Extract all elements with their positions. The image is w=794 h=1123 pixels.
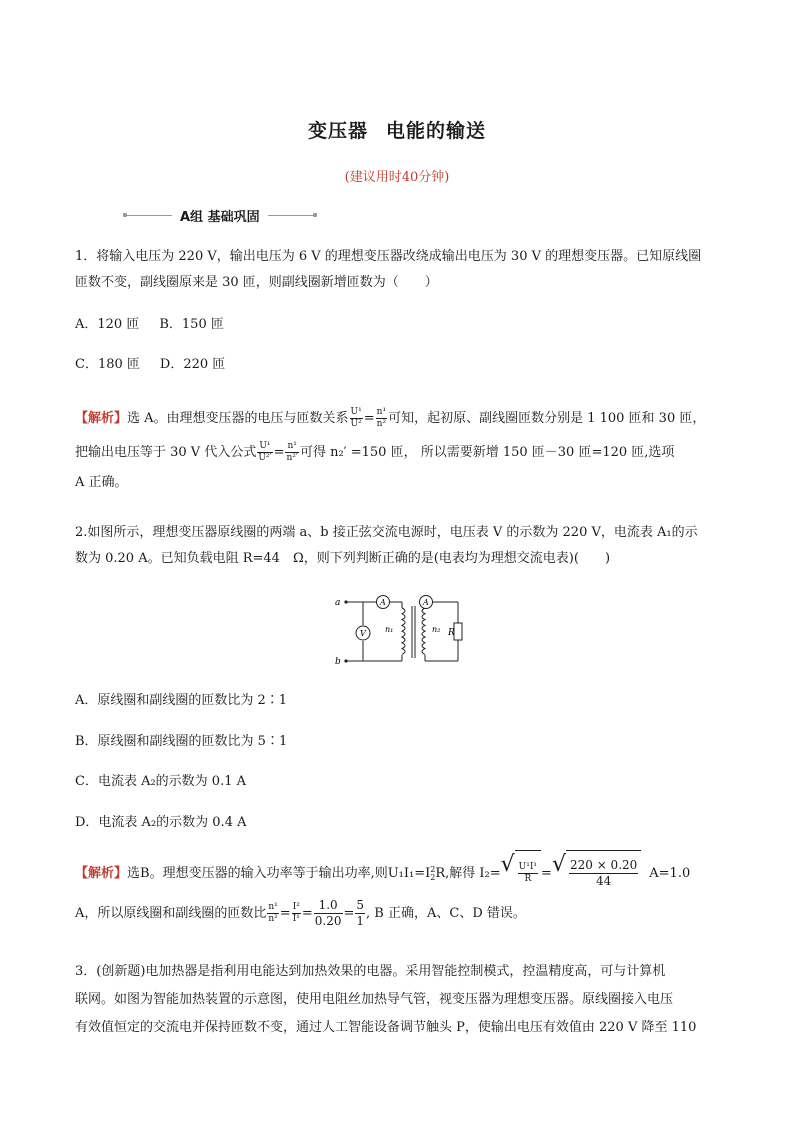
frac-den: 44 <box>595 874 612 888</box>
q2-analysis-text-a-tail: R,解得 I₂= <box>435 866 501 881</box>
terminal-a <box>344 600 347 603</box>
frac-num: 1.0 <box>314 898 343 914</box>
q2-sqrt-2: √ $\frac{220 \times 0.20}{44}$ <box>552 850 641 897</box>
frac-num: n¹ <box>285 441 298 453</box>
q2-option-b: B．原线圈和副线圈的匝数比为 5∶1 <box>75 734 288 749</box>
resistor-icon <box>454 623 462 640</box>
ammeter-a1-label: A <box>380 598 386 607</box>
group-heading <box>118 206 322 225</box>
frac-num: n¹ <box>268 902 278 912</box>
terminal-b <box>344 659 347 662</box>
divider-right <box>268 215 314 216</box>
q2-analysis <box>75 850 720 931</box>
frac-den: n² <box>268 914 278 924</box>
q1-options-row2 <box>75 352 720 378</box>
q3-stem <box>75 958 720 1042</box>
equals-sign: = <box>273 445 285 460</box>
q1-analysis-text-a: 选 A。由理想变压器的电压与匝数关系 <box>127 411 349 426</box>
q2-sqrt1-frac <box>518 862 538 885</box>
frac-num: I² <box>292 902 300 912</box>
q1-analysis-text-c: 把输出电压等于 30 V 代入公式 <box>75 445 257 460</box>
title-part1: 变压器 <box>307 120 368 142</box>
voltmeter-label: V <box>360 629 366 638</box>
ammeter-a2-label: A <box>423 598 429 607</box>
q1-analysis <box>75 402 720 496</box>
q1-analysis-tag: 【解析】 <box>75 411 128 426</box>
frac-num: U¹I¹ <box>518 862 538 872</box>
q2-frac-n <box>267 902 278 925</box>
q2-analysis-line2 <box>75 897 720 931</box>
q2-sqrt-1: √ $\frac{\text{U¹I¹}}{R}$ <box>501 850 541 897</box>
q3-line3: 有效值恒定的交流电并保持匝数不变，通过人工智能设备调节触头 P，使输出电压有效值由 220 V 降至 110 <box>75 1020 697 1035</box>
equals-sign: = <box>343 906 355 921</box>
q2-analysis-text-b: A，所以原线圈和副线圈的匝数比 <box>75 906 267 921</box>
q2-option-c: C．电流表 A₂的示数为 0.1 A <box>75 774 247 789</box>
q2-analysis-line1 <box>75 850 720 897</box>
q2-stem-line2: 数为 0.20 A。已知负载电阻 R=44 Ω，则下列判断正确的是(电表均为理想交流电表)( ) <box>75 551 611 566</box>
time-note: (建议用时40分钟) <box>344 170 450 185</box>
q2-stem <box>75 520 720 572</box>
q2-frac-i <box>292 902 301 925</box>
equals-sign: = <box>301 906 313 921</box>
q1-fraction-n <box>376 407 387 430</box>
frac-num: n¹ <box>376 407 387 417</box>
divider-left <box>126 215 172 216</box>
q1-analysis-line3: A 正确。 <box>75 475 128 490</box>
frac-den: U² <box>350 419 362 429</box>
frac-den: n² <box>376 419 387 429</box>
frac-den: U²′ <box>258 453 272 463</box>
q1-fraction-u <box>350 407 363 430</box>
q1-stem <box>75 244 720 296</box>
q1-stem-line1: 1．将输入电压为 220 V，输出电压为 6 V 的理想变压器改绕成输出电压为 30 V 的理想变压器。已知原线圈 <box>75 249 702 264</box>
q1-stem-line2: 匝数不变，副线圈原来是 30 匝，则副线圈新增匝数为（ ） <box>75 275 438 290</box>
q1-option-c: C．180 匝 <box>75 357 140 372</box>
q1-option-a: A．120 匝 <box>75 317 140 332</box>
label-n2: n₂ <box>432 625 441 634</box>
q2-analysis-text-a: 选B。理想变压器的输入功率等于输出功率,则U₁I₁=I <box>127 866 431 881</box>
q1-options-row1 <box>75 312 720 338</box>
q2-frac-ratio <box>355 898 365 929</box>
q1-analysis-line1 <box>75 402 720 436</box>
q2-option-a: A．原线圈和副线圈的匝数比为 2∶1 <box>75 693 288 708</box>
frac-den: n²′ <box>286 453 298 463</box>
transformer-circuit-diagram <box>332 592 468 668</box>
q1-fraction-u2 <box>257 441 272 464</box>
label-n1: n₁ <box>385 625 394 634</box>
frac-den: R <box>524 874 532 884</box>
equals-sign: = <box>363 411 375 426</box>
group-label: A组 基础巩固 <box>180 210 260 225</box>
q1-analysis-text-d: 可得 n₂′ =150 匝， 所以需要新增 150 匝－30 匝=120 匝,选项 <box>299 445 675 460</box>
title-part2: 电能的输送 <box>386 120 487 142</box>
q1-fraction-n2 <box>285 441 298 464</box>
frac-num: 220 × 0.20 <box>569 858 638 872</box>
sup-2: 2 <box>430 864 436 874</box>
frac-num: U¹ <box>257 441 272 453</box>
label-R: R <box>448 628 455 638</box>
q2-analysis-result: A=1.0 <box>649 866 691 881</box>
label-b: b <box>335 657 341 667</box>
frac-den: 1 <box>356 914 365 928</box>
q1-option-d: D．220 匝 <box>159 357 226 372</box>
q1-analysis-line2 <box>75 436 720 470</box>
q2-option-d: D．电流表 A₂的示数为 0.4 A <box>75 815 247 830</box>
equals-sign: = <box>279 906 291 921</box>
q2-frac-values <box>314 898 343 929</box>
page-title <box>0 116 794 143</box>
sub-2: 2 <box>430 872 436 882</box>
q2-analysis-tag: 【解析】 <box>75 866 128 881</box>
q3-line1: 3．(创新题)电加热器是指利用电能达到加热效果的电器。采用智能控制模式，控温精度高，可与计算机 <box>75 964 666 979</box>
q2-analysis-text-c: , B 正确，A、C、D 错误。 <box>366 906 526 921</box>
q2-sqrt2-frac <box>569 858 638 889</box>
q3-line2: 联网。如图为智能加热装置的示意图，使用电阻丝加热导气管，视变压器为理想变压器。原线圈接入电压 <box>75 992 674 1007</box>
equals-sign: = <box>541 866 552 881</box>
frac-den: 0.20 <box>314 914 342 928</box>
frac-num: 5 <box>356 898 365 912</box>
frac-den: I¹ <box>292 914 300 924</box>
label-a: a <box>335 598 341 608</box>
q1-analysis-text-b: 可知，起初原、副线圈匝数分别是 1 100 匝和 30 匝， <box>388 411 706 426</box>
q1-option-b: B．150 匝 <box>159 317 224 332</box>
frac-num: U¹ <box>350 407 362 417</box>
q2-stem-line1: 2.如图所示，理想变压器原线圈的两端 a、b 接正弦交流电源时，电压表 V 的示数为 220 V，电流表 A₁的示 <box>75 525 698 540</box>
